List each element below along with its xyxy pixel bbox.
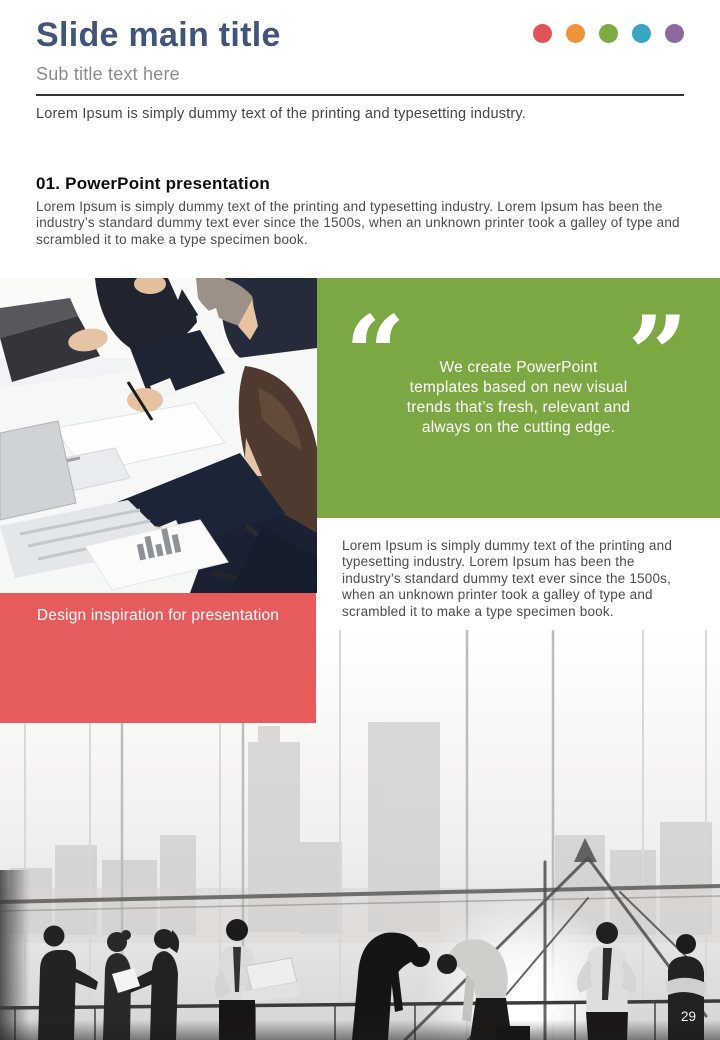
section-heading: 01. PowerPoint presentation [36, 174, 271, 193]
page-subtitle: Sub title text here [36, 64, 180, 84]
accent-dots [533, 24, 684, 43]
page-title: Slide main title [36, 16, 281, 54]
green-dot-icon [599, 24, 618, 43]
meeting-photo [0, 278, 317, 593]
open-quote-icon: “ [345, 292, 406, 416]
purple-dot-icon [665, 24, 684, 43]
meeting-photo-illustration [0, 278, 317, 593]
header-divider [36, 94, 684, 96]
quote-box [317, 278, 720, 518]
teal-dot-icon [632, 24, 651, 43]
section-body-text: Lorem Ipsum is simply dummy text of the printing and typesetting industry. Lorem Ipsum has been the industry’s standard dummy text ever since the 1500s, when an unknown printer took a galley of type and scrambled it to make a type specimen book. [36, 199, 680, 247]
caption-text: Design inspiration for presentation [36, 607, 280, 624]
orange-dot-icon [566, 24, 585, 43]
coral-dot-icon [533, 24, 552, 43]
page-number: 29 [680, 1009, 696, 1024]
caption-box [0, 593, 316, 723]
detail-body-text: Lorem Ipsum is simply dummy text of the printing and typesetting industry. Lorem Ipsum has been the industry’s standard dummy text ever since the 1500s, when an unknown printer took a galley of type and scrambled it to make a type specimen book. [342, 538, 673, 619]
quote-text: We create PowerPoint templates based on new visual trends that’s fresh, relevant and always on the cutting edge. [406, 358, 631, 437]
close-quote-icon: ” [627, 292, 688, 416]
intro-text: Lorem Ipsum is simply dummy text of the printing and typesetting industry. [36, 106, 527, 122]
